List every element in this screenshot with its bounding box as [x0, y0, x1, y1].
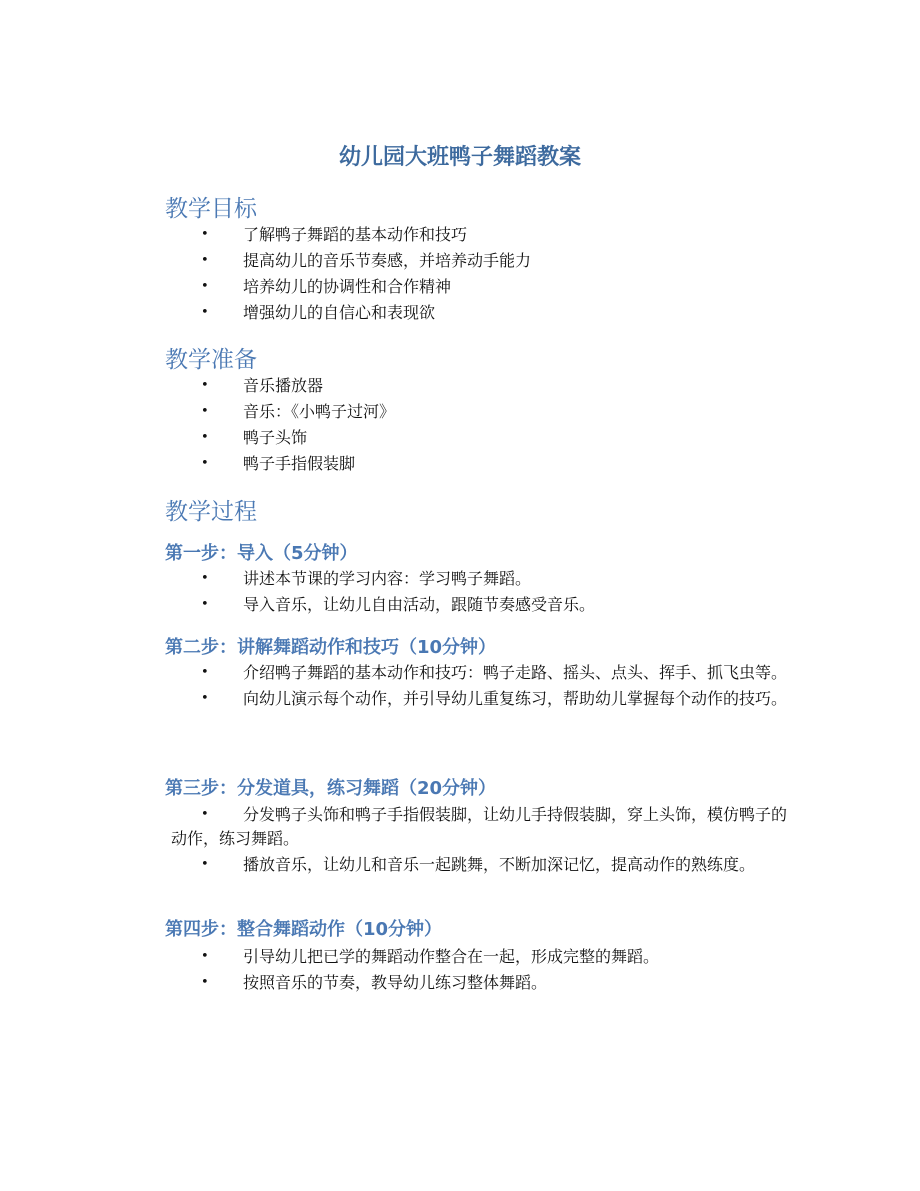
list-item: • 按照音乐的节奏，教导幼儿练习整体舞蹈。 — [165, 970, 787, 996]
bullet: • — [201, 665, 209, 680]
bullet: • — [201, 597, 209, 612]
list-item: • 鸭子手指假装脚 — [165, 451, 787, 477]
step-2-list — [165, 661, 787, 713]
bullet: • — [201, 857, 209, 872]
bullet: • — [201, 430, 209, 445]
list-item: • 播放音乐，让幼儿和音乐一起跳舞，不断加深记忆，提高动作的熟练度。 — [165, 853, 787, 877]
list-item: • 介绍鸭子舞蹈的基本动作和技巧：鸭子走路、摇头、点头、挥手、抓飞虫等。 — [165, 661, 787, 685]
list-item: • 提高幼儿的音乐节奏感，并培养动手能力 — [165, 248, 787, 274]
list-item: • 讲述本节课的学习内容：学习鸭子舞蹈。 — [165, 566, 787, 592]
list-item: • 引导幼儿把已学的舞蹈动作整合在一起，形成完整的舞蹈。 — [165, 944, 787, 970]
bullet: • — [201, 305, 209, 320]
list-item: • 音乐播放器 — [165, 373, 787, 399]
bullet: • — [201, 571, 209, 586]
section-heading-process: 教学过程 — [165, 499, 257, 525]
bullet: • — [201, 456, 209, 471]
bullet: • — [201, 404, 209, 419]
bullet: • — [201, 253, 209, 268]
bullet: • — [201, 807, 209, 822]
step-1-list — [165, 566, 787, 618]
step-heading-2: 第二步：讲解舞蹈动作和技巧（10分钟） — [165, 637, 497, 658]
bullet: • — [201, 949, 209, 964]
step-heading-1: 第一步：导入（5分钟） — [165, 543, 358, 564]
list-item: • 增强幼儿的自信心和表现欲 — [165, 300, 787, 326]
document-title: 幼儿园大班鸭子舞蹈教案 — [338, 145, 581, 170]
prep-list — [165, 373, 787, 477]
goals-list — [165, 222, 787, 326]
list-item: • 了解鸭子舞蹈的基本动作和技巧 — [165, 222, 787, 248]
bullet: • — [201, 279, 209, 294]
bullet: • — [201, 691, 209, 706]
step-heading-4: 第四步：整合舞蹈动作（10分钟） — [165, 919, 443, 940]
step-heading-3: 第三步：分发道具，练习舞蹈（20分钟） — [165, 778, 497, 799]
step-3-list — [165, 803, 787, 879]
list-item: • 音乐：《小鸭子过河》 — [165, 399, 787, 425]
section-heading-goals: 教学目标 — [165, 196, 257, 222]
list-item: • 导入音乐，让幼儿自由活动，跟随节奏感受音乐。 — [165, 592, 787, 618]
list-item: • 分发鸭子头饰和鸭子手指假装脚，让幼儿手持假装脚，穿上头饰，模仿鸭子的动作，练习舞蹈。 — [171, 805, 788, 848]
list-item: • 向幼儿演示每个动作，并引导幼儿重复练习，帮助幼儿掌握每个动作的技巧。 — [165, 687, 787, 711]
bullet: • — [201, 975, 209, 990]
section-heading-prep: 教学准备 — [165, 347, 257, 373]
step-4-list — [165, 944, 787, 996]
bullet: • — [201, 227, 209, 242]
bullet: • — [201, 378, 209, 393]
list-item: • 培养幼儿的协调性和合作精神 — [165, 274, 787, 300]
list-item: • 鸭子头饰 — [165, 425, 787, 451]
